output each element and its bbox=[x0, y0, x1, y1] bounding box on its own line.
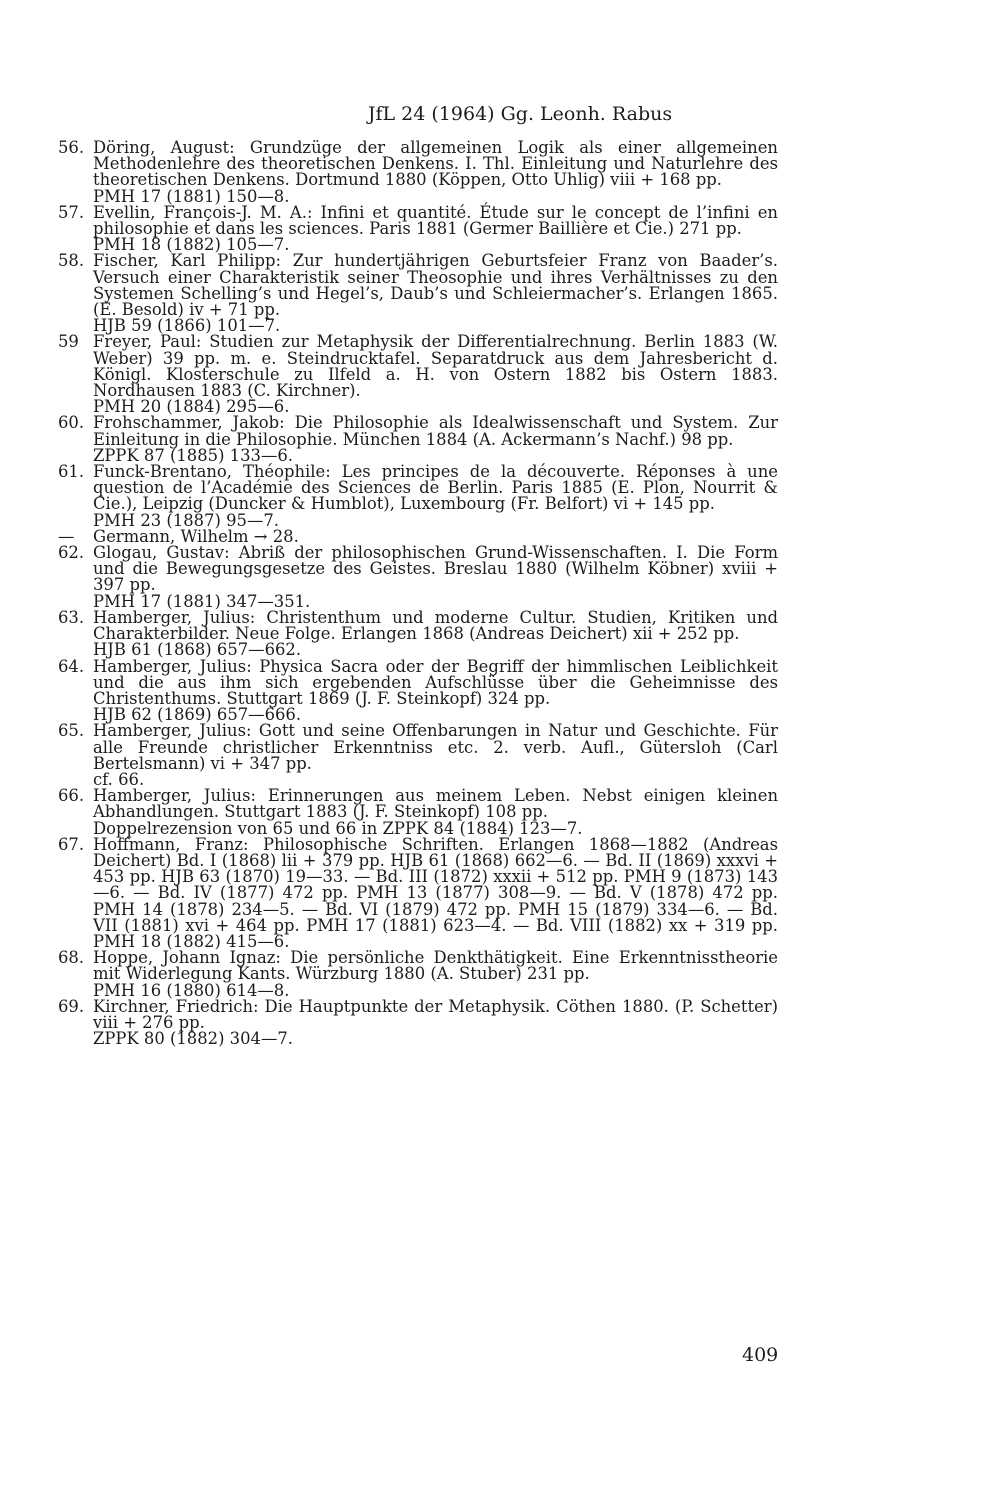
entry-number: 58. bbox=[58, 251, 85, 271]
entry-review-reference: PMH 23 (1887) 95—7. bbox=[93, 510, 279, 530]
entry-body bbox=[93, 334, 778, 415]
entry-body bbox=[93, 140, 778, 205]
entry-citation: Freyer, Paul: Studien zur Metaphysik der Differentialrechnung. Berlin 1883 (W. Weber) 39 pp. m. e. Steindrucktafel. Separatdruck aus dem Jahresbericht d. Königl. Klosterschule zu Ilfeld a. H. von Ostern 1882 bis Ostern 1883. Nordhausen 1883 (C. Kirchner). bbox=[93, 332, 778, 401]
entry-citation: Funck-Brentano, Théophile: Les principes de la découverte. Réponses à une question de l’Académie des Sciences de Berlin. Paris 1885 (E. Plon, Nourrit & Cie.), Leipzig (Duncker & Humblot), Luxembourg (Fr. Belfort) vi + 145 pp. bbox=[93, 462, 778, 514]
page-number: 409 bbox=[742, 1344, 779, 1366]
entry-citation: Hamberger, Julius: Gott und seine Offenbarungen in Natur und Geschichte. Für alle Freunde christlicher Erkenntniss etc. 2. verb. Aufl., Gütersloh (Carl Bertelsmann) vi + 347 pp. bbox=[93, 721, 778, 773]
entry-citation: Germann, Wilhelm → 28. bbox=[93, 526, 299, 546]
entry-number: 66. bbox=[58, 786, 85, 806]
bibliography-entry bbox=[58, 415, 778, 464]
entry-review-reference: PMH 20 (1884) 295—6. bbox=[93, 397, 290, 417]
entry-review-reference: PMH 17 (1881) 150—8. bbox=[93, 186, 290, 206]
bibliography-entry bbox=[58, 996, 778, 1049]
entry-review-reference: HJB 59 (1866) 101—7. bbox=[93, 316, 281, 336]
entry-citation: Glogau, Gustav: Abriß der philosophischen Grund-Wissenschaften. I. Die Form und die Bewegungsgesetze des Geistes. Breslau 1880 (Wilhelm Köbner) xviii + 397 pp. bbox=[93, 543, 778, 595]
entry-citation: Hamberger, Julius: Physica Sacra oder der Begriff der himmlischen Leiblichkeit und die aus ihm sich ergebenden Aufschlüsse über die Geheimnisse des Christenthums. Stuttgart 1869 (J. F. Steinkopf) 324 pp. bbox=[93, 656, 778, 708]
bibliography-entry bbox=[58, 545, 778, 610]
entry-review-reference: PMH 16 (1880) 614—8. bbox=[93, 980, 290, 1000]
entry-body bbox=[93, 607, 778, 660]
entry-review-reference: ZPPK 87 (1885) 133—6. bbox=[93, 445, 293, 465]
entry-number: 68. bbox=[58, 948, 85, 968]
entry-citation: Fischer, Karl Philipp: Zur hundertjährigen Geburtsfeier Franz von Baader’s. Versuch einer Charakteristik seiner Theosophie und ihres Verhältnisses zu den Systemen Schelling’s und Hegel’s, Daub’s und Schleiermacher’s. Erlangen 1865. (E. Besold) iv + 71 pp. bbox=[93, 251, 778, 320]
bibliography-entry bbox=[58, 464, 778, 529]
entry-number: 57. bbox=[58, 202, 85, 222]
entry-number: 63. bbox=[58, 607, 85, 627]
entry-review-reference: PMH 17 (1881) 347—351. bbox=[93, 591, 311, 611]
entry-citation: Hamberger, Julius: Erinnerungen aus meinem Leben. Nebst einigen kleinen Abhandlungen. Stuttgart 1883 (J. F. Steinkopf) 108 pp. bbox=[93, 786, 778, 822]
entry-number: 61. bbox=[58, 462, 85, 482]
entry-body bbox=[93, 834, 778, 951]
entry-review-reference: HJB 61 (1868) 657—662. bbox=[93, 640, 302, 660]
bibliography-entry bbox=[58, 656, 778, 725]
entry-number: 56. bbox=[58, 138, 85, 157]
bibliography-entry bbox=[58, 950, 778, 999]
entry-body bbox=[93, 415, 778, 464]
bibliography-entry bbox=[58, 140, 778, 205]
bibliography-entry bbox=[58, 788, 778, 837]
bibliography-entry bbox=[58, 723, 778, 788]
entry-body bbox=[93, 723, 778, 788]
entry-citation: Frohschammer, Jakob: Die Philosophie als Idealwissenschaft und System. Zur Einleitung in die Philosophie. München 1884 (A. Ackermann’s Nachf.) 98 pp. bbox=[93, 413, 778, 449]
entry-number: 64. bbox=[58, 656, 85, 676]
entry-number: 67. bbox=[58, 834, 85, 854]
bibliography-entry bbox=[58, 253, 778, 334]
entry-number: 62. bbox=[58, 543, 85, 563]
entry-citation: Kirchner, Friedrich: Die Hauptpunkte der Metaphysik. Cöthen 1880. (P. Schetter) viii + 276 pp. bbox=[93, 996, 778, 1032]
entry-number: 59 bbox=[58, 332, 79, 352]
entry-number: — bbox=[58, 526, 75, 546]
bibliography-entry bbox=[58, 334, 778, 415]
running-header: JfL 24 (1964) Gg. Leonh. Rabus bbox=[367, 103, 673, 125]
entry-body bbox=[93, 202, 778, 255]
bibliography-list bbox=[58, 140, 778, 1047]
entry-citation: Evellin, François-J. M. A.: Infini et quantité. Étude sur le concept de l’infini en philosophie et dans les sciences. Paris 1881 (Germer Baillière et Cie.) 271 pp. bbox=[93, 202, 778, 239]
entry-body bbox=[93, 545, 778, 610]
entry-citation: Hoffmann, Franz: Philosophische Schriften. Erlangen 1868—1882 (Andreas Deichert) Bd. I (1868) lii + 379 pp. HJB 61 (1868) 662—6. — Bd. II (1869) xxxvi + 453 pp. HJB 63 (1870) 19—33. — Bd. III (1872) xxxii + 512 pp. PMH 9 (1873) 143—6. — Bd. IV (1877) 472 pp. PMH 13 (1877) 308—9. — Bd. V (1878) 472 pp. PMH 14 (1878) 234—5. — Bd. VI (1879) 472 pp. PMH 15 (1879) 334—6. — Bd. VII (1881) xvi + 464 pp. PMH 17 (1881) 623—4. — Bd. VIII (1882) xx + 319 pp. PMH 18 (1882) 415—6. bbox=[93, 834, 778, 951]
entry-body bbox=[93, 656, 778, 725]
entry-review-reference: PMH 18 (1882) 105—7. bbox=[93, 235, 290, 255]
entry-body bbox=[93, 788, 778, 837]
entry-number: 60. bbox=[58, 413, 85, 433]
entry-citation: Döring, August: Grundzüge der allgemeinen Logik als einer allgemeinen Methodenlehre des theoretischen Denkens. I. Thl. Einleitung und Naturlehre des theoretischen Denkens. Dortmund 1880 (Köppen, Otto Uhlig) viii + 168 pp. bbox=[93, 138, 778, 190]
entry-body bbox=[93, 253, 778, 334]
entry-body bbox=[93, 950, 778, 999]
entry-number: 69. bbox=[58, 996, 85, 1016]
bibliography-entry bbox=[58, 607, 778, 660]
entry-review-reference: cf. 66. bbox=[93, 769, 145, 789]
bibliography-entry bbox=[58, 834, 778, 951]
bibliography-entry bbox=[58, 202, 778, 255]
entry-number: 65. bbox=[58, 721, 85, 741]
entry-review-reference: HJB 62 (1869) 657—666. bbox=[93, 705, 302, 725]
entry-citation: Hoppe, Johann Ignaz: Die persönliche Denkthätigkeit. Eine Erkenntnisstheorie mit Widerlegung Kants. Würzburg 1880 (A. Stuber) 231 pp. bbox=[93, 948, 778, 984]
entry-citation: Hamberger, Julius: Christenthum und moderne Cultur. Studien, Kritiken und Charakterbilder. Neue Folge. Erlangen 1868 (Andreas Deichert) xii + 252 pp. bbox=[93, 607, 778, 644]
entry-body bbox=[93, 464, 778, 529]
entry-review-reference: ZPPK 80 (1882) 304—7. bbox=[93, 1029, 293, 1049]
entry-body bbox=[93, 996, 778, 1049]
entry-review-reference: Doppelrezension von 65 und 66 in ZPPK 84 (1884) 123—7. bbox=[93, 818, 583, 838]
